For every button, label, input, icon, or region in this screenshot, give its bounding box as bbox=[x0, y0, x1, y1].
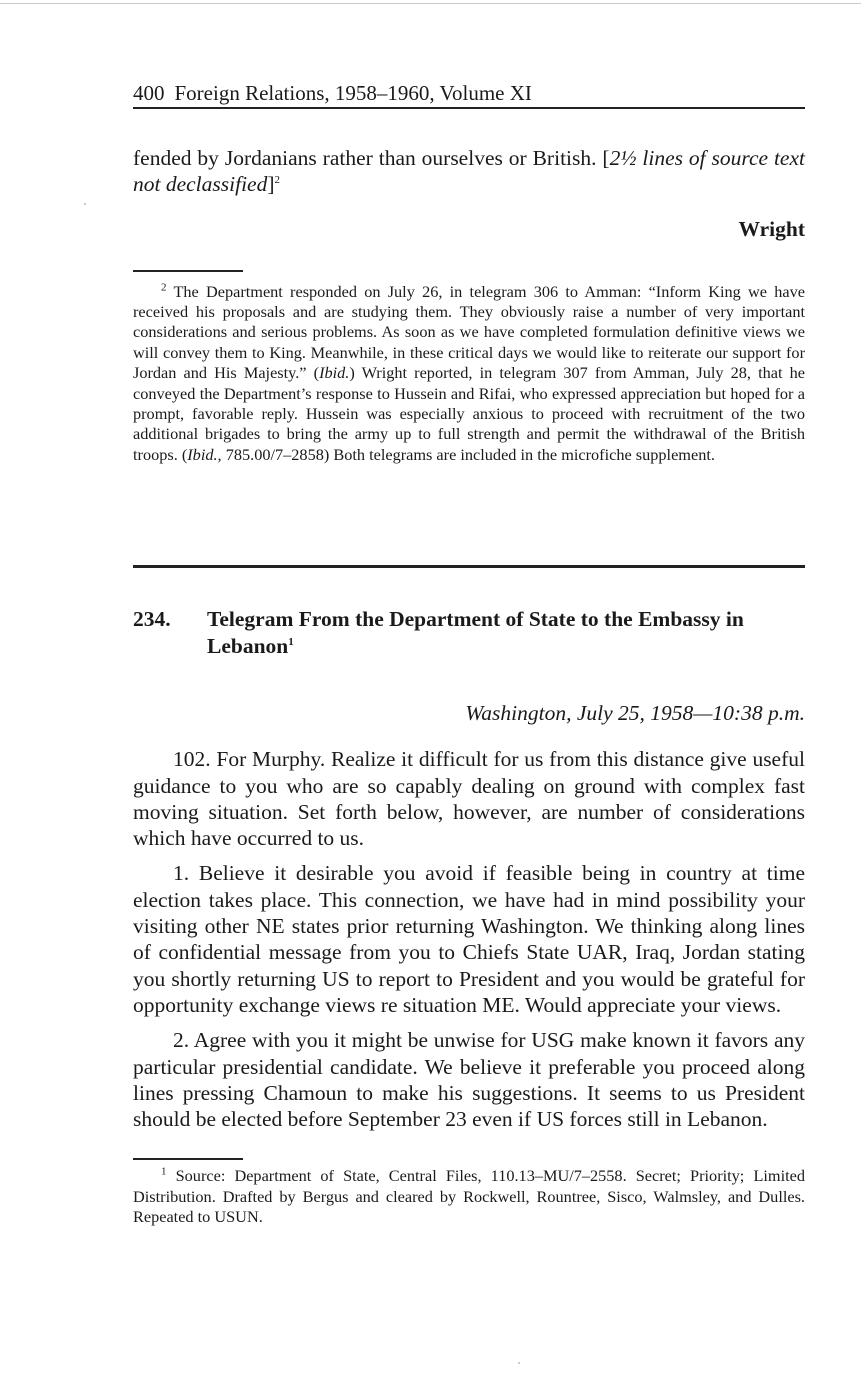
continued-paragraph: fended by Jordanians rather than ourselves or British. [2½ lines of source text not declassified]$^2$ bbox=[133, 146, 805, 197]
body-paragraph: 2. Agree with you it might be unwise for USG make known it favors any particular presidential candidate. We believe it preferable you proceed along lines pressing Chamoun to make his suggestions. It seems to us President should be elected before September 23 even if US forces still in Lebanon. bbox=[133, 1028, 805, 1132]
footnote-ref-1: 1 bbox=[288, 636, 294, 649]
page-number: 400 bbox=[133, 81, 165, 105]
document-number: 234. bbox=[133, 607, 171, 632]
scan-top-edge bbox=[0, 3, 861, 4]
scan-speck bbox=[518, 1362, 520, 1364]
section-divider bbox=[133, 565, 805, 568]
dateline: Washington, July 25, 1958—10:38 p.m. bbox=[465, 701, 805, 726]
running-header bbox=[133, 80, 805, 109]
document-heading bbox=[133, 606, 805, 660]
footnote-marker: 1 bbox=[161, 1165, 167, 1178]
footnote-ref-2: 2 bbox=[274, 174, 281, 187]
signature: Wright bbox=[738, 216, 805, 241]
scan-speck bbox=[84, 203, 86, 205]
footnote-marker: 2 bbox=[161, 281, 167, 294]
page bbox=[133, 80, 805, 1228]
footnote-2: $^2$ The Department responded on July 26, in telegram 306 to Amman: “Inform King we have received his proposals and are studying them. They obviously raise a number of very important considerations and serious problems. As soon as we have completed formulation definitive views we will convey them to King. Meanwhile, in these critical days we would like to reiterate our support for Jordan and His Majesty.” (Ibid.) Wright reported, in telegram 307 from Amman, July 28, that he conveyed the Department’s response to Hussein and Rifai, who expressed appreciation but hoped for a prompt, favorable reply. Hussein was especially anxious to proceed with recruitment of the two additional brigades to bring the army up to full strength and permit the withdrawal of the British troops. (Ibid., 785.00/7–2858) Both telegrams are included in the microfiche supplement. bbox=[133, 281, 805, 464]
footnote-1: $^1$ Source: Department of State, Central Files, 110.13–MU/7–2558. Secret; Priority; Limited Distribution. Drafted by Bergus and cleared by Rockwell, Rountree, Sisco, Walmsley, and Dulles. Repeated to USUN. bbox=[133, 1165, 805, 1227]
body-paragraph: 102. For Murphy. Realize it difficult for us from this distance give useful guidance to you who are so capably dealing on ground with complex fast moving situation. Set forth below, however, are number of considerations which have occurred to us. bbox=[133, 747, 805, 851]
footnote-rule bbox=[133, 1158, 243, 1160]
book-title: Foreign Relations, 1958–1960, Volume XI bbox=[174, 81, 532, 105]
document-title: Telegram From the Department of State to the Embassy in Lebanon$^1$ bbox=[207, 607, 744, 659]
body-paragraph: 1. Believe it desirable you avoid if feasible being in country at time election takes place. This connection, we have had in mind possibility your visiting other NE states prior returning Washington. We thinking along lines of confidential message from you to Chiefs State UAR, Iraq, Jordan stating you shortly returning US to report to President and you would be grateful for opportunity exchange views re situation ME. Would appreciate your views. bbox=[133, 861, 805, 1017]
footnote-rule bbox=[133, 270, 243, 272]
declassification-note: 2½ lines of source text not declassified bbox=[133, 146, 805, 197]
